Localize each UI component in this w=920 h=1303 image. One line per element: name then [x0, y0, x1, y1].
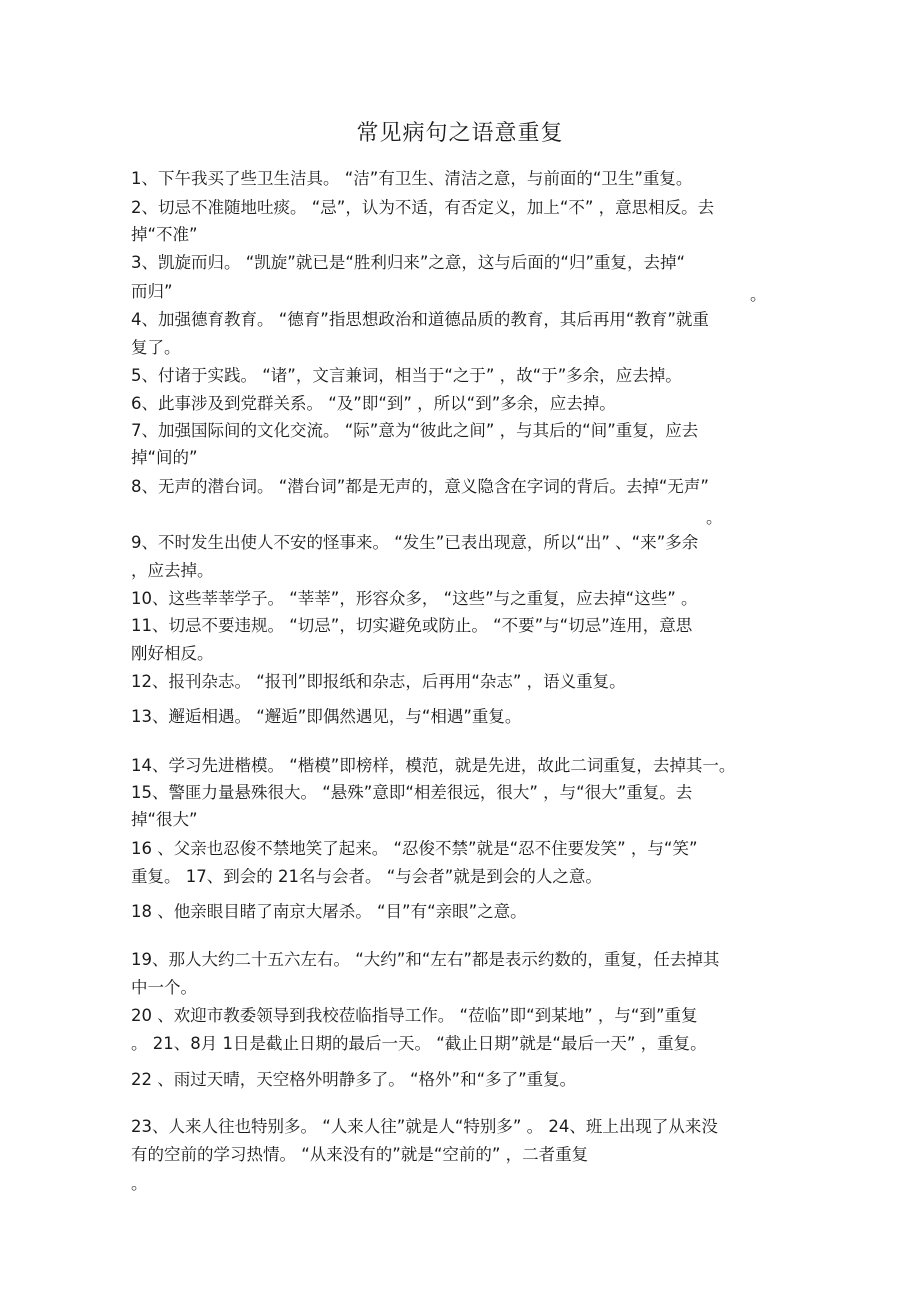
text-line-2: 2、切忌不准随地吐痰。 “忌”，认为不适，有否定义，加上“不” ，意思相反。去: [131, 198, 715, 217]
text-line-12: 掉“间的”: [131, 448, 198, 467]
text-line-35: 。: [131, 1174, 148, 1193]
text-line-19: 刚好相反。: [131, 644, 214, 663]
text-line-31: 。 21、8月 1日是截止日期的最后一天。 “截止日期”就是“最后一天” ，重复。: [131, 1034, 707, 1053]
text-line-7: 4、加强德育教育。 “德育”指思想政治和道德品质的教育，其后再用“教育”就重: [131, 310, 709, 329]
text-line-15: 9、不时发生出使人不安的怪事来。 “发生”已表出现意，所以“出” 、“来”多余: [131, 533, 699, 552]
text-line-22: 14、学习先进楷模。 “楷模”即榜样，模范，就是先进，故此二词重复，去掉其一。: [131, 756, 736, 775]
text-line-4: 3、凯旋而归。 “凯旋”就已是“胜利归来”之意，这与后面的“归”重复，去掉“: [131, 253, 686, 272]
text-line-1: 1、下午我买了些卫生洁具。 “洁”有卫生、清洁之意，与前面的“卫生”重复。: [131, 169, 693, 188]
text-line-11: 7、加强国际间的文化交流。 “际”意为“彼此之间” ，与其后的“间”重复，应去: [131, 421, 699, 440]
text-line-24: 掉“很大”: [131, 810, 198, 829]
text-line-3: 掉“不准”: [131, 225, 198, 244]
text-line-21: 13、邂逅相遇。 “邂逅”即偶然遇见，与“相遇”重复。: [131, 707, 522, 726]
text-line-26: 重复。 17、到会的 21名与会者。 “与会者”就是到会的人之意。: [131, 867, 602, 886]
text-line-33: 23、人来人往也特别多。 “人来人往”就是人“特别多” 。 24、班上出现了从来没: [131, 1117, 718, 1136]
text-line-13: 8、无声的潜台词。 “潜台词”都是无声的，意义隐含在字词的背后。去掉“无声”: [131, 477, 709, 496]
text-line-10: 6、此事涉及到党群关系。 “及”即“到” ，所以“到”多余，应去掉。: [131, 394, 616, 413]
text-line-25: 16 、父亲也忍俊不禁地笑了起来。 “忍俊不禁”就是“忍不住要发笑” ，与“笑”: [131, 839, 698, 858]
text-line-20: 12、报刊杂志。 “报刊”即报纸和杂志，后再用“杂志” ，语义重复。: [131, 672, 626, 691]
text-line-29: 中一个。: [131, 978, 197, 997]
text-line-32: 22 、雨过天晴，天空格外明静多了。 “格外”和“多了”重复。: [131, 1070, 577, 1089]
text-line-23: 15、警匪力量悬殊很大。 “悬殊”意即“相差很远，很大” ，与“很大”重复。去: [131, 783, 693, 802]
text-line-27: 18 、他亲眼目睹了南京大屠杀。 “目”有“亲眼”之意。: [131, 902, 527, 921]
text-line-34: 有的空前的学习热情。 “从来没有的”就是“空前的” ，二者重复: [131, 1145, 589, 1164]
text-line-30: 20 、欢迎市教委领导到我校莅临指导工作。 “莅临”即“到某地” ，与“到”重复: [131, 1006, 698, 1025]
text-line-16: ，应去掉。: [131, 561, 214, 580]
text-line-28: 19、那人大约二十五六左右。 “大约”和“左右”都是表示约数的，重复，任去掉其: [131, 950, 720, 969]
text-line-9: 5、付诸于实践。 “诸”，文言兼词，相当于“之于” ，故“于”多余，应去掉。: [131, 366, 682, 385]
text-line-17: 10、这些莘莘学子。 “莘莘”，形容众多， “这些”与之重复，应去掉“这些” 。: [131, 589, 698, 608]
text-line-6: 。: [750, 285, 767, 304]
page-title: 常见病句之语意重复: [356, 121, 564, 146]
text-line-5: 而归”: [131, 282, 173, 301]
text-line-18: 11、切忌不要违规。 “切忌”，切实避免或防止。 “不要”与“切忌”连用，意思: [131, 616, 693, 635]
text-line-8: 复了。: [131, 338, 181, 357]
text-line-14: 。: [706, 508, 723, 527]
